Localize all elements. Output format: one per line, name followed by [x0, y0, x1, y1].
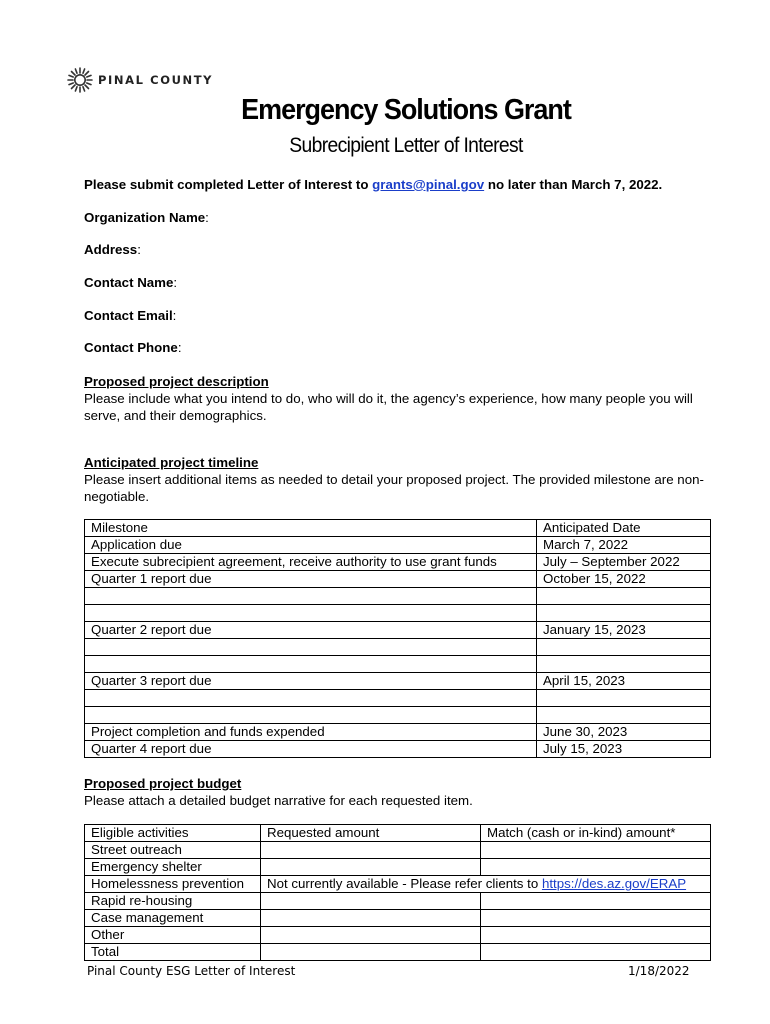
table-cell[interactable] [537, 588, 711, 605]
table-cell: October 15, 2022 [537, 571, 711, 588]
table-row [85, 724, 711, 741]
table-row [85, 537, 711, 554]
table-cell: Other [85, 927, 261, 944]
table-row [85, 910, 711, 927]
table-cell[interactable] [537, 707, 711, 724]
organization-name-field: Organization Name: [84, 210, 209, 225]
table-cell[interactable] [537, 639, 711, 656]
budget-table [84, 824, 711, 961]
table-row [85, 571, 711, 588]
table-row [85, 707, 711, 724]
table-cell[interactable] [85, 656, 537, 673]
table-row [85, 622, 711, 639]
table-header-cell: Milestone [85, 520, 537, 537]
table-cell: Total [85, 944, 261, 961]
table-cell: April 15, 2023 [537, 673, 711, 690]
table-cell: Street outreach [85, 842, 261, 859]
budget-text: Please attach a detailed budget narrative for each requested item. [84, 793, 473, 808]
description-text: Please include what you intend to do, who will do it, the agency’s experience, how many people you will serve, and their demographics. [84, 391, 693, 423]
requested-amount-cell[interactable] [261, 842, 481, 859]
table-cell: Rapid re-housing [85, 893, 261, 910]
table-row [85, 741, 711, 758]
table-cell[interactable] [85, 588, 537, 605]
grants-email-link[interactable]: grants@pinal.gov [372, 177, 485, 192]
table-cell[interactable] [85, 707, 537, 724]
table-cell: July 15, 2023 [537, 741, 711, 758]
erap-link[interactable]: https://des.az.gov/ERAP [541, 876, 687, 891]
table-row [85, 656, 711, 673]
contact-email-field: Contact Email: [84, 308, 177, 323]
sun-logo-icon [67, 67, 93, 93]
requested-amount-cell[interactable] [261, 944, 481, 961]
footer-title: Pinal County ESG Letter of Interest [87, 964, 296, 978]
description-heading: Proposed project description [84, 374, 269, 389]
submit-instructions: Please submit completed Letter of Interest to grants@pinal.gov no later than March 7, 2022. [84, 177, 663, 192]
table-row [85, 673, 711, 690]
table-row [85, 554, 711, 571]
match-amount-cell[interactable] [481, 893, 711, 910]
contact-phone-field: Contact Phone: [84, 340, 182, 355]
table-row [85, 639, 711, 656]
requested-amount-cell[interactable] [261, 893, 481, 910]
table-cell[interactable] [85, 605, 537, 622]
table-cell: Quarter 4 report due [85, 741, 537, 758]
table-cell: July – September 2022 [537, 554, 711, 571]
table-cell: Quarter 2 report due [85, 622, 537, 639]
table-row [85, 605, 711, 622]
timeline-section [84, 454, 704, 505]
table-cell: January 15, 2023 [537, 622, 711, 639]
address-field: Address: [84, 242, 141, 257]
match-amount-cell[interactable] [481, 842, 711, 859]
match-amount-cell[interactable] [481, 910, 711, 927]
table-cell[interactable] [85, 690, 537, 707]
table-header-row [85, 520, 711, 537]
footer-date: 1/18/2022 [628, 964, 690, 978]
match-amount-cell[interactable] [481, 859, 711, 876]
description-section [84, 373, 704, 424]
table-cell: Quarter 3 report due [85, 673, 537, 690]
table-row [85, 842, 711, 859]
table-cell: Homelessness prevention [85, 876, 261, 893]
table-cell: Project completion and funds expended [85, 724, 537, 741]
table-row [85, 690, 711, 707]
table-cell: Emergency shelter [85, 859, 261, 876]
match-amount-cell[interactable] [481, 944, 711, 961]
match-amount-cell[interactable] [481, 927, 711, 944]
budget-heading: Proposed project budget [84, 776, 242, 791]
table-cell[interactable] [537, 605, 711, 622]
page-title: Emergency Solutions Grant [241, 94, 571, 126]
table-cell: March 7, 2022 [537, 537, 711, 554]
table-cell[interactable] [85, 639, 537, 656]
county-name: PINAL COUNTY [98, 73, 214, 87]
homelessness-note-cell: Not currently available - Please refer clients to https://des.az.gov/ERAP [261, 876, 711, 893]
table-cell: Case management [85, 910, 261, 927]
timeline-text: Please insert additional items as needed to detail your proposed project. The provided milestone are non-negotiable. [84, 472, 704, 504]
table-row [85, 893, 711, 910]
table-row [85, 927, 711, 944]
table-cell: Execute subrecipient agreement, receive authority to use grant funds [85, 554, 537, 571]
table-header-cell: Match (cash or in-kind) amount* [481, 825, 711, 842]
table-row [85, 944, 711, 961]
table-cell: June 30, 2023 [537, 724, 711, 741]
timeline-heading: Anticipated project timeline [84, 455, 259, 470]
table-cell: Quarter 1 report due [85, 571, 537, 588]
page-subtitle: Subrecipient Letter of Interest [289, 134, 523, 157]
table-header-cell: Anticipated Date [537, 520, 711, 537]
contact-name-field: Contact Name: [84, 275, 178, 290]
requested-amount-cell[interactable] [261, 859, 481, 876]
requested-amount-cell[interactable] [261, 910, 481, 927]
table-row [85, 859, 711, 876]
table-header-cell: Requested amount [261, 825, 481, 842]
requested-amount-cell[interactable] [261, 927, 481, 944]
timeline-table [84, 519, 711, 758]
table-row [85, 876, 711, 893]
budget-section [84, 775, 704, 809]
table-cell[interactable] [537, 656, 711, 673]
table-cell: Application due [85, 537, 537, 554]
table-cell[interactable] [537, 690, 711, 707]
table-header-row [85, 825, 711, 842]
table-header-cell: Eligible activities [85, 825, 261, 842]
county-logo [67, 67, 213, 93]
table-row [85, 588, 711, 605]
